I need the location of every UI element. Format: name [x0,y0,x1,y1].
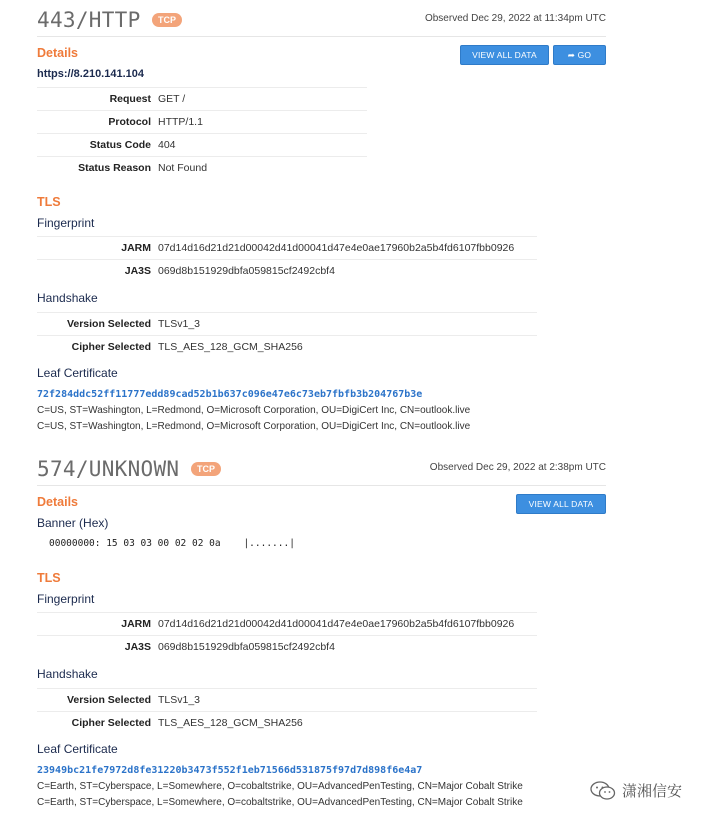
detail-row-status-reason [37,156,367,178]
row-key: Cipher Selected [71,717,151,729]
row-key: Protocol [108,116,151,128]
row-key: Status Reason [78,162,151,174]
row-value: 404 [158,139,176,151]
leaf-certificate-heading: Leaf Certificate [37,742,118,756]
row-key: JA3S [124,265,151,277]
watermark-text: 潇湘信安 [622,783,683,800]
service-574-unknown [37,457,606,817]
handshake-heading: Handshake [37,291,98,305]
row-key: Version Selected [66,694,151,706]
observed-timestamp: Observed Dec 29, 2022 at 2:38pm UTC [429,462,606,473]
row-value: TLSv1_3 [158,318,201,330]
fingerprint-row-ja3s [37,635,537,657]
banner-hex-dump: 00000000: 15 03 03 00 02 02 0a |.......| [49,538,295,549]
ja3s-link[interactable]: 069d8b151929dbfa059815cf2492cbf4 [158,265,335,277]
wechat-icon [590,781,616,801]
row-value: HTTP/1.1 [158,116,203,128]
leaf-certificate-heading: Leaf Certificate [37,366,118,380]
service-443-http [37,8,606,438]
view-all-data-button[interactable]: VIEW ALL DATA [460,45,549,65]
observed-timestamp: Observed Dec 29, 2022 at 11:34pm UTC [424,13,606,24]
row-key: Request [109,93,151,105]
detail-row-request [37,87,367,109]
handshake-row-version [37,312,537,334]
row-key: JA3S [124,641,151,653]
detail-row-status-code [37,133,367,155]
go-button[interactable]: ➦ GO [553,45,606,65]
certificate-issuer: C=Earth, ST=Cyberspace, L=Somewhere, O=cobaltstrike, OU=AdvancedPenTesting, CN=Major Cobalt Strike [37,797,523,808]
fingerprint-heading: Fingerprint [37,592,95,606]
row-value: Not Found [158,162,208,174]
host-url[interactable]: https://8.210.141.104 [37,68,145,80]
handshake-heading: Handshake [37,667,98,681]
port-title: 443/HTTP [37,8,141,32]
leaf-certificate-hash-link[interactable]: 23949bc21fe7972d8fe31220b3473f552f1eb71566d531875f97d7d898f6e4a7 [37,765,423,776]
view-all-data-button[interactable]: VIEW ALL DATA [516,494,606,514]
port-title: 574/UNKNOWN [37,457,180,481]
row-value: TLS_AES_128_GCM_SHA256 [158,341,303,353]
certificate-issuer: C=US, ST=Washington, L=Redmond, O=Microsoft Corporation, OU=DigiCert Inc, CN=outlook.live [37,421,471,432]
protocol-badge: TCP [152,13,182,27]
title-divider [37,485,606,486]
fingerprint-row-jarm [37,612,537,634]
row-key: Status Code [89,139,151,151]
row-key: JARM [121,618,151,630]
row-key: Version Selected [66,318,151,330]
row-value: TLS_AES_128_GCM_SHA256 [158,717,303,729]
jarm-link[interactable]: 07d14d16d21d21d00042d41d00041d47e4e0ae17960b2a5b4fd6107fbb0926 [158,618,515,630]
tls-heading: TLS [37,195,61,209]
details-heading: Details [37,46,78,60]
detail-row-protocol [37,110,367,132]
certificate-subject: C=US, ST=Washington, L=Redmond, O=Microsoft Corporation, OU=DigiCert Inc, CN=outlook.live [37,405,471,416]
certificate-subject: C=Earth, ST=Cyberspace, L=Somewhere, O=cobaltstrike, OU=AdvancedPenTesting, CN=Major Cobalt Strike [37,781,523,792]
tls-heading: TLS [37,571,61,585]
row-value: GET / [158,93,186,105]
handshake-row-version [37,688,537,710]
jarm-link[interactable]: 07d14d16d21d21d00042d41d00041d47e4e0ae17960b2a5b4fd6107fbb0926 [158,242,515,254]
leaf-certificate-hash-link[interactable]: 72f284ddc52ff11777edd89cad52b1b637c096e47e6c73eb7fbfb3b204767b3e [37,389,423,400]
row-key: JARM [121,242,151,254]
handshake-row-cipher [37,711,537,733]
protocol-badge: TCP [191,462,221,476]
fingerprint-row-jarm [37,236,537,258]
handshake-row-cipher [37,335,537,357]
row-key: Cipher Selected [71,341,151,353]
fingerprint-row-ja3s [37,259,537,281]
banner-hex-heading: Banner (Hex) [37,516,109,530]
row-value: TLSv1_3 [158,694,201,706]
watermark [590,780,682,801]
ja3s-link[interactable]: 069d8b151929dbfa059815cf2492cbf4 [158,641,335,653]
title-divider [37,36,606,37]
fingerprint-heading: Fingerprint [37,216,95,230]
details-heading: Details [37,495,78,509]
